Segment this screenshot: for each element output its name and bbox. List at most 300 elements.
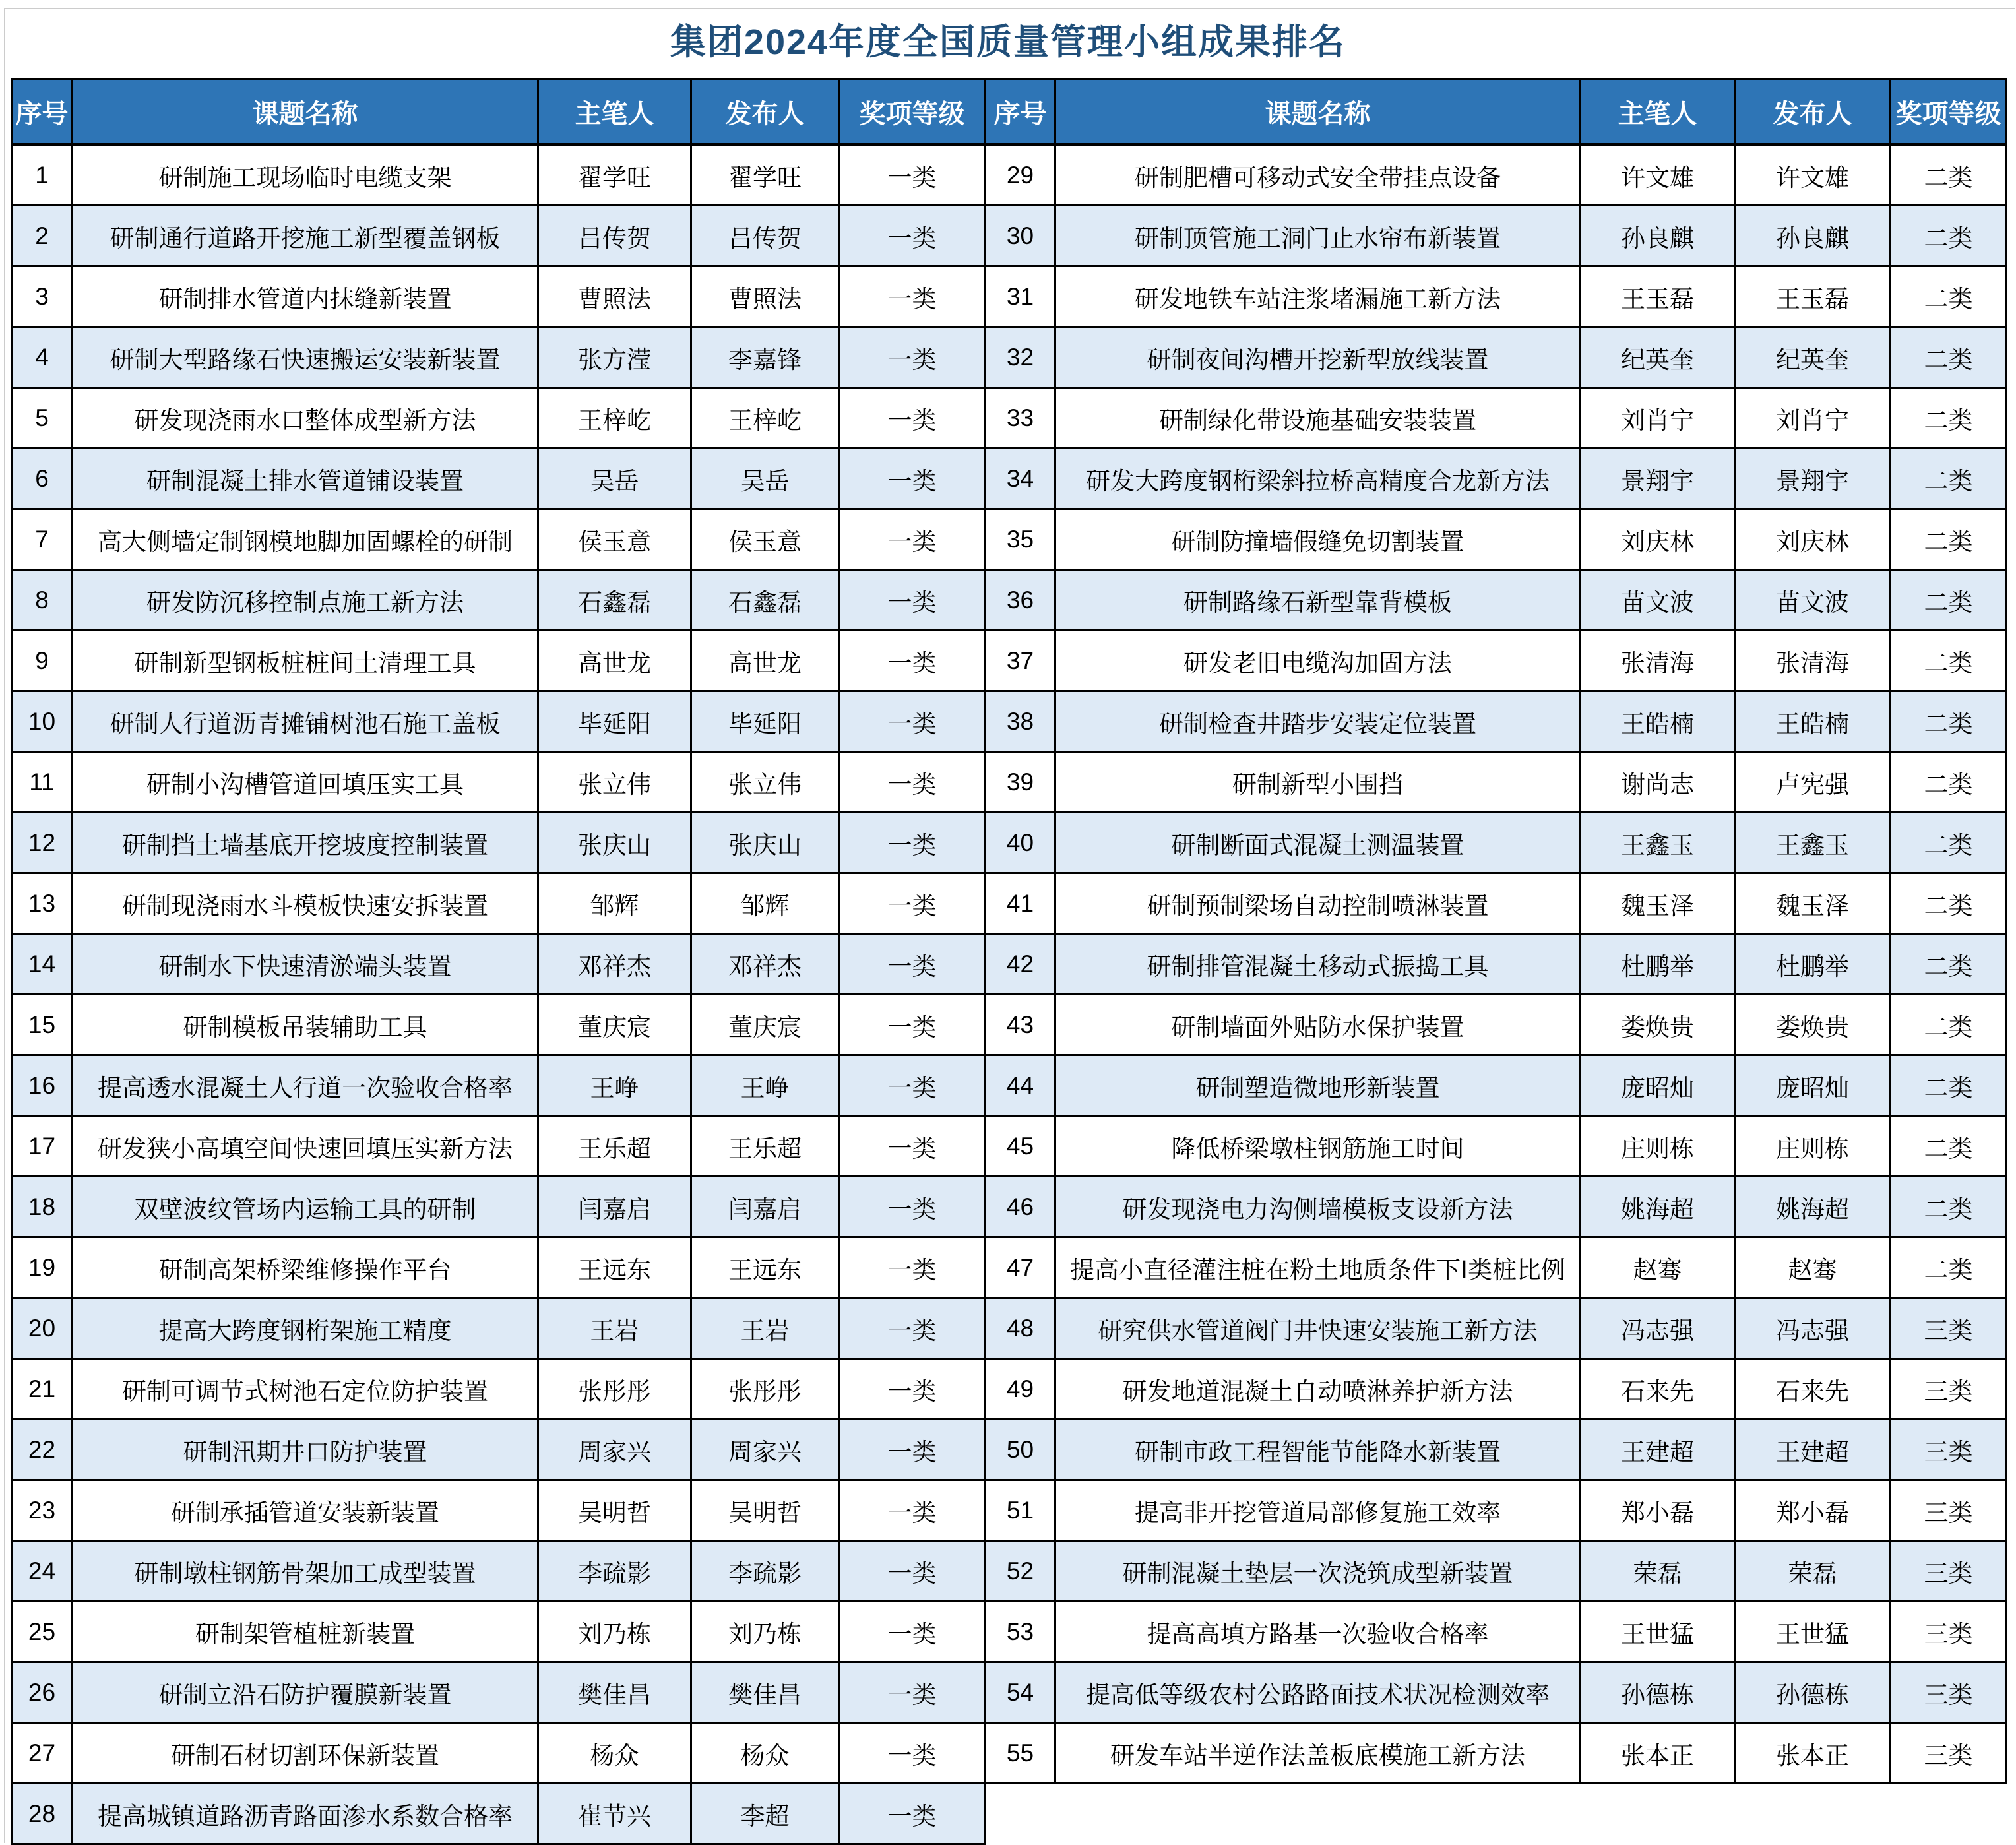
table-body-left [12,145,986,1844]
table-row [986,934,2007,995]
author-cell: 李疏影 [538,1541,691,1602]
header-row [986,79,2007,145]
topic-cell: 研制断面式混凝土测温装置 [1055,813,1581,873]
publisher-cell: 张彤彤 [691,1359,839,1420]
row-number-cell: 9 [12,631,73,691]
award-cell: 三类 [1891,1541,2007,1602]
author-cell: 崔节兴 [538,1784,691,1844]
row-number-cell: 53 [986,1602,1055,1662]
header-row [12,79,986,145]
author-cell: 冯志强 [1581,1298,1735,1359]
row-number-cell: 36 [986,570,1055,631]
award-cell: 二类 [1891,995,2007,1055]
table-header-left [12,79,986,145]
author-cell: 张立伟 [538,752,691,813]
topic-cell: 高大侧墙定制钢模地脚加固螺栓的研制 [73,509,538,570]
ranking-table-right [984,78,2007,1784]
row-number-cell: 34 [986,449,1055,509]
publisher-cell: 冯志强 [1735,1298,1891,1359]
author-cell: 郑小磊 [1581,1480,1735,1541]
row-number-cell: 49 [986,1359,1055,1420]
topic-cell: 提高非开挖管道局部修复施工效率 [1055,1480,1581,1541]
publisher-cell: 李疏影 [691,1541,839,1602]
award-cell: 一类 [839,1480,986,1541]
table-row [12,995,986,1055]
author-cell: 吴明哲 [538,1480,691,1541]
table-row [12,327,986,388]
publisher-cell: 纪英奎 [1735,327,1891,388]
row-number-cell: 14 [12,934,73,995]
row-number-cell: 10 [12,691,73,752]
table-row [12,266,986,327]
col-header-topic: 课题名称 [1055,79,1581,145]
table-row [12,813,986,873]
award-cell: 二类 [1891,1177,2007,1237]
award-cell: 二类 [1891,631,2007,691]
topic-cell: 研制预制梁场自动控制喷淋装置 [1055,873,1581,934]
author-cell: 王梓屹 [538,388,691,449]
row-number-cell: 17 [12,1116,73,1177]
table-row [12,1237,986,1298]
author-cell: 赵骞 [1581,1237,1735,1298]
table-row [986,813,2007,873]
col-header-author: 主笔人 [538,79,691,145]
publisher-cell: 姚海超 [1735,1177,1891,1237]
publisher-cell: 王远东 [691,1237,839,1298]
topic-cell: 研制架管植桩新装置 [73,1602,538,1662]
row-number-cell: 45 [986,1116,1055,1177]
topic-cell: 提高城镇道路沥青路面渗水系数合格率 [73,1784,538,1844]
table-row [12,206,986,266]
award-cell: 一类 [839,1662,986,1723]
topic-cell: 研究供水管道阀门井快速安装施工新方法 [1055,1298,1581,1359]
row-number-cell: 22 [12,1420,73,1480]
topic-cell: 研制立沿石防护覆膜新装置 [73,1662,538,1723]
author-cell: 王皓楠 [1581,691,1735,752]
publisher-cell: 王皓楠 [1735,691,1891,752]
topic-cell: 研制汛期井口防护装置 [73,1420,538,1480]
publisher-cell: 石来先 [1735,1359,1891,1420]
publisher-cell: 毕延阳 [691,691,839,752]
topic-cell: 研制现浇雨水斗模板快速安拆装置 [73,873,538,934]
row-number-cell: 47 [986,1237,1055,1298]
publisher-cell: 王鑫玉 [1735,813,1891,873]
table-row [12,145,986,206]
author-cell: 石来先 [1581,1359,1735,1420]
topic-cell: 研发大跨度钢桁梁斜拉桥高精度合龙新方法 [1055,449,1581,509]
table-row [986,388,2007,449]
table-body-right [986,145,2007,1784]
award-cell: 三类 [1891,1359,2007,1420]
award-cell: 二类 [1891,145,2007,206]
table-row [12,873,986,934]
row-number-cell: 20 [12,1298,73,1359]
award-cell: 二类 [1891,206,2007,266]
award-cell: 二类 [1891,934,2007,995]
publisher-cell: 邓祥杰 [691,934,839,995]
table-row [12,1662,986,1723]
table-row [986,1055,2007,1116]
table-row [986,752,2007,813]
award-cell: 一类 [839,1298,986,1359]
row-number-cell: 3 [12,266,73,327]
table-row [986,1298,2007,1359]
publisher-cell: 苗文波 [1735,570,1891,631]
award-cell: 二类 [1891,327,2007,388]
award-cell: 二类 [1891,509,2007,570]
award-cell: 一类 [839,1177,986,1237]
table-row [986,1541,2007,1602]
row-number-cell: 40 [986,813,1055,873]
col-header-publisher: 发布人 [691,79,839,145]
publisher-cell: 张庆山 [691,813,839,873]
page-title: 集团2024年度全国质量管理小组成果排名 [670,22,1346,62]
award-cell: 一类 [839,1359,986,1420]
table-row [12,1541,986,1602]
table-row [986,873,2007,934]
award-cell: 二类 [1891,1116,2007,1177]
topic-cell: 研制水下快速清淤端头装置 [73,934,538,995]
table-row [986,1237,2007,1298]
row-number-cell: 8 [12,570,73,631]
topic-cell: 研发现浇雨水口整体成型新方法 [73,388,538,449]
topic-cell: 研制可调节式树池石定位防护装置 [73,1359,538,1420]
publisher-cell: 周家兴 [691,1420,839,1480]
publisher-cell: 孙良麒 [1735,206,1891,266]
table-row [986,1723,2007,1784]
table-row [986,1602,2007,1662]
row-number-cell: 24 [12,1541,73,1602]
publisher-cell: 王岩 [691,1298,839,1359]
author-cell: 纪英奎 [1581,327,1735,388]
row-number-cell: 19 [12,1237,73,1298]
row-number-cell: 7 [12,509,73,570]
award-cell: 一类 [839,1723,986,1784]
publisher-cell: 吴岳 [691,449,839,509]
award-cell: 三类 [1891,1420,2007,1480]
award-cell: 一类 [839,327,986,388]
row-number-cell: 26 [12,1662,73,1723]
publisher-cell: 景翔宇 [1735,449,1891,509]
row-number-cell: 46 [986,1177,1055,1237]
topic-cell: 研制路缘石新型靠背模板 [1055,570,1581,631]
row-number-cell: 44 [986,1055,1055,1116]
row-number-cell: 6 [12,449,73,509]
table-row [12,1480,986,1541]
author-cell: 苗文波 [1581,570,1735,631]
award-cell: 一类 [839,266,986,327]
row-number-cell: 41 [986,873,1055,934]
award-cell: 二类 [1891,691,2007,752]
table-row [12,631,986,691]
publisher-cell: 吕传贺 [691,206,839,266]
topic-cell: 研发狭小高填空间快速回填压实新方法 [73,1116,538,1177]
author-cell: 周家兴 [538,1420,691,1480]
award-cell: 一类 [839,570,986,631]
award-cell: 一类 [839,1420,986,1480]
award-cell: 一类 [839,752,986,813]
topic-cell: 提高透水混凝土人行道一次验收合格率 [73,1055,538,1116]
topic-cell: 研制塑造微地形新装置 [1055,1055,1581,1116]
topic-cell: 研制混凝土排水管道铺设装置 [73,449,538,509]
row-number-cell: 27 [12,1723,73,1784]
publisher-cell: 魏玉泽 [1735,873,1891,934]
publisher-cell: 王世猛 [1735,1602,1891,1662]
table-row [12,1784,986,1844]
publisher-cell: 翟学旺 [691,145,839,206]
topic-cell: 研制新型钢板桩桩间土清理工具 [73,631,538,691]
table-row [12,449,986,509]
author-cell: 张彤彤 [538,1359,691,1420]
table-row [12,1055,986,1116]
award-cell: 一类 [839,1541,986,1602]
table-row [986,449,2007,509]
award-cell: 一类 [839,1602,986,1662]
award-cell: 二类 [1891,873,2007,934]
topic-cell: 研制排水管道内抹缝新装置 [73,266,538,327]
table-row [12,1602,986,1662]
row-number-cell: 52 [986,1541,1055,1602]
publisher-cell: 高世龙 [691,631,839,691]
topic-cell: 研制排管混凝土移动式振捣工具 [1055,934,1581,995]
author-cell: 刘乃栋 [538,1602,691,1662]
author-cell: 姚海超 [1581,1177,1735,1237]
award-cell: 二类 [1891,388,2007,449]
author-cell: 曹照法 [538,266,691,327]
topic-cell: 研发地铁车站注浆堵漏施工新方法 [1055,266,1581,327]
col-header-index: 序号 [986,79,1055,145]
author-cell: 杜鹏举 [1581,934,1735,995]
row-number-cell: 50 [986,1420,1055,1480]
table-row [12,1723,986,1784]
author-cell: 荣磊 [1581,1541,1735,1602]
col-header-publisher: 发布人 [1735,79,1891,145]
publisher-cell: 李嘉锋 [691,327,839,388]
topic-cell: 研发老旧电缆沟加固方法 [1055,631,1581,691]
author-cell: 孙良麒 [1581,206,1735,266]
topic-cell: 研发车站半逆作法盖板底模施工新方法 [1055,1723,1581,1784]
author-cell: 王世猛 [1581,1602,1735,1662]
author-cell: 王峥 [538,1055,691,1116]
row-number-cell: 42 [986,934,1055,995]
row-number-cell: 48 [986,1298,1055,1359]
table-row [986,266,2007,327]
table-row [986,631,2007,691]
author-cell: 樊佳昌 [538,1662,691,1723]
publisher-cell: 杜鹏举 [1735,934,1891,995]
table-row [12,934,986,995]
award-cell: 二类 [1891,813,2007,873]
topic-cell: 研制石材切割环保新装置 [73,1723,538,1784]
author-cell: 石鑫磊 [538,570,691,631]
table-row [12,1359,986,1420]
publisher-cell: 杨众 [691,1723,839,1784]
award-cell: 一类 [839,206,986,266]
row-number-cell: 29 [986,145,1055,206]
award-cell: 二类 [1891,1237,2007,1298]
author-cell: 魏玉泽 [1581,873,1735,934]
publisher-cell: 王玉磊 [1735,266,1891,327]
award-cell: 二类 [1891,266,2007,327]
author-cell: 王岩 [538,1298,691,1359]
author-cell: 王鑫玉 [1581,813,1735,873]
publisher-cell: 曹照法 [691,266,839,327]
row-number-cell: 23 [12,1480,73,1541]
author-cell: 娄焕贵 [1581,995,1735,1055]
topic-cell: 研制肥槽可移动式安全带挂点设备 [1055,145,1581,206]
row-number-cell: 21 [12,1359,73,1420]
row-number-cell: 30 [986,206,1055,266]
author-cell: 高世龙 [538,631,691,691]
award-cell: 一类 [839,1237,986,1298]
table-row [12,388,986,449]
publisher-cell: 孙德栋 [1735,1662,1891,1723]
topic-cell: 研制小沟槽管道回填压实工具 [73,752,538,813]
topic-cell: 双壁波纹管场内运输工具的研制 [73,1177,538,1237]
author-cell: 王乐超 [538,1116,691,1177]
publisher-cell: 张清海 [1735,631,1891,691]
publisher-cell: 许文雄 [1735,145,1891,206]
author-cell: 刘庆林 [1581,509,1735,570]
award-cell: 一类 [839,145,986,206]
row-number-cell: 51 [986,1480,1055,1541]
row-number-cell: 37 [986,631,1055,691]
author-cell: 王建超 [1581,1420,1735,1480]
publisher-cell: 李超 [691,1784,839,1844]
author-cell: 张庆山 [538,813,691,873]
award-cell: 一类 [839,691,986,752]
publisher-cell: 张立伟 [691,752,839,813]
publisher-cell: 刘庆林 [1735,509,1891,570]
award-cell: 一类 [839,995,986,1055]
row-number-cell: 32 [986,327,1055,388]
table-row [986,1662,2007,1723]
author-cell: 张本正 [1581,1723,1735,1784]
award-cell: 三类 [1891,1662,2007,1723]
author-cell: 庞昭灿 [1581,1055,1735,1116]
publisher-cell: 王建超 [1735,1420,1891,1480]
award-cell: 一类 [839,509,986,570]
topic-cell: 研制模板吊装辅助工具 [73,995,538,1055]
award-cell: 二类 [1891,570,2007,631]
topic-cell: 研制防撞墙假缝免切割装置 [1055,509,1581,570]
table-row [986,1420,2007,1480]
award-cell: 一类 [839,1784,986,1844]
row-number-cell: 25 [12,1602,73,1662]
publisher-cell: 邹辉 [691,873,839,934]
row-number-cell: 1 [12,145,73,206]
topic-cell: 研制挡土墙基底开挖坡度控制装置 [73,813,538,873]
author-cell: 许文雄 [1581,145,1735,206]
row-number-cell: 11 [12,752,73,813]
award-cell: 二类 [1891,752,2007,813]
row-number-cell: 38 [986,691,1055,752]
topic-cell: 研发地道混凝土自动喷淋养护新方法 [1055,1359,1581,1420]
row-number-cell: 31 [986,266,1055,327]
table-row [12,752,986,813]
topic-cell: 研制新型小围挡 [1055,752,1581,813]
col-header-award: 奖项等级 [839,79,986,145]
author-cell: 吕传贺 [538,206,691,266]
publisher-cell: 庞昭灿 [1735,1055,1891,1116]
row-number-cell: 2 [12,206,73,266]
row-number-cell: 5 [12,388,73,449]
topic-cell: 提高小直径灌注桩在粉土地质条件下Ⅰ类桩比例 [1055,1237,1581,1298]
publisher-cell: 王乐超 [691,1116,839,1177]
author-cell: 毕延阳 [538,691,691,752]
publisher-cell: 庄则栋 [1735,1116,1891,1177]
row-number-cell: 54 [986,1662,1055,1723]
row-number-cell: 13 [12,873,73,934]
table-row [986,1177,2007,1237]
author-cell: 翟学旺 [538,145,691,206]
table-row [12,1116,986,1177]
award-cell: 一类 [839,1055,986,1116]
row-number-cell: 39 [986,752,1055,813]
topic-cell: 研制高架桥梁维修操作平台 [73,1237,538,1298]
table-row [986,145,2007,206]
table-row [12,1298,986,1359]
award-cell: 二类 [1891,449,2007,509]
publisher-cell: 王梓屹 [691,388,839,449]
table-row [986,509,2007,570]
award-cell: 三类 [1891,1602,2007,1662]
publisher-cell: 石鑫磊 [691,570,839,631]
table-row [12,1177,986,1237]
topic-cell: 研制墩柱钢筋骨架加工成型装置 [73,1541,538,1602]
table-row [986,1480,2007,1541]
table-row [986,327,2007,388]
award-cell: 三类 [1891,1723,2007,1784]
topic-cell: 研制大型路缘石快速搬运安装新装置 [73,327,538,388]
col-header-award: 奖项等级 [1891,79,2007,145]
award-cell: 一类 [839,449,986,509]
author-cell: 谢尚志 [1581,752,1735,813]
row-number-cell: 55 [986,1723,1055,1784]
topic-cell: 提高低等级农村公路路面技术状况检测效率 [1055,1662,1581,1723]
author-cell: 景翔宇 [1581,449,1735,509]
author-cell: 王远东 [538,1237,691,1298]
author-cell: 杨众 [538,1723,691,1784]
row-number-cell: 35 [986,509,1055,570]
table-row [986,691,2007,752]
row-number-cell: 15 [12,995,73,1055]
topic-cell: 研制夜间沟槽开挖新型放线装置 [1055,327,1581,388]
topic-cell: 研制绿化带设施基础安装装置 [1055,388,1581,449]
table-row [12,1420,986,1480]
topic-cell: 研制人行道沥青摊铺树池石施工盖板 [73,691,538,752]
col-header-index: 序号 [12,79,73,145]
publisher-cell: 卢宪强 [1735,752,1891,813]
publisher-cell: 王峥 [691,1055,839,1116]
author-cell: 庄则栋 [1581,1116,1735,1177]
author-cell: 邹辉 [538,873,691,934]
author-cell: 刘肖宁 [1581,388,1735,449]
table-row [986,206,2007,266]
publisher-cell: 赵骞 [1735,1237,1891,1298]
topic-cell: 提高高填方路基一次验收合格率 [1055,1602,1581,1662]
award-cell: 一类 [839,934,986,995]
topic-cell: 研制通行道路开挖施工新型覆盖钢板 [73,206,538,266]
table-header-right [986,79,2007,145]
topic-cell: 降低桥梁墩柱钢筋施工时间 [1055,1116,1581,1177]
topic-cell: 研制承插管道安装新装置 [73,1480,538,1541]
award-cell: 一类 [839,873,986,934]
publisher-cell: 闫嘉启 [691,1177,839,1237]
row-number-cell: 16 [12,1055,73,1116]
table-row [12,509,986,570]
col-header-author: 主笔人 [1581,79,1735,145]
